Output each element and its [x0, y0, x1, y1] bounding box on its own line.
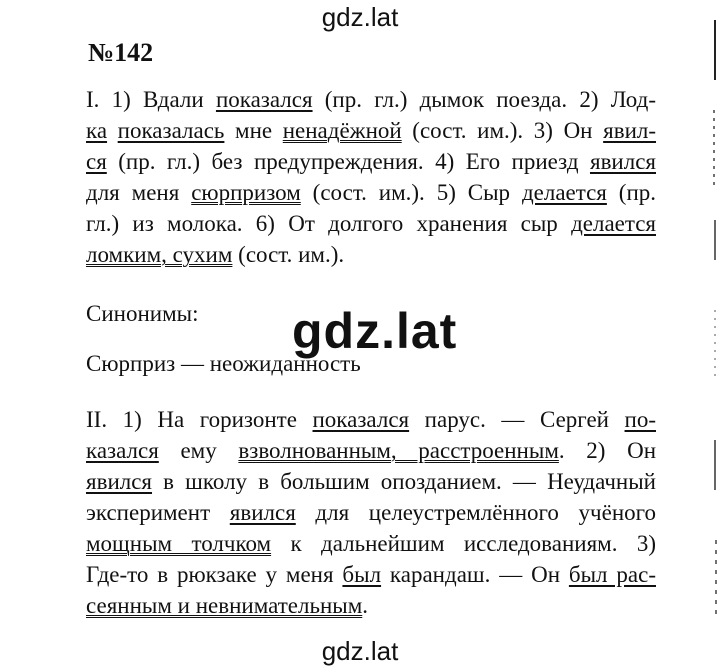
predicate-complement-underlined: ломким, сухим: [86, 242, 233, 267]
part1-line: гл.) из молока. 6) От долгого хранения сыр делается: [86, 211, 656, 236]
verb-underlined: показалась: [117, 118, 225, 143]
part2-line: мощным толчком к дальнейшим исследованиям. 3): [86, 531, 656, 556]
synonyms-line: [86, 348, 656, 379]
part1-line: ся (пр. гл.) без предупреждения. 4) Его приезд явился: [86, 149, 656, 174]
verb-underlined: явился: [86, 469, 153, 494]
part2-line: казался ему взволнованным, расстроенным. 2) Он: [86, 438, 657, 463]
part1-line: для меня сюрпризом (сост. им.). 5) Сыр делается (пр.: [86, 180, 657, 205]
predicate-complement-underlined: сеянным и невнимательным: [86, 593, 363, 618]
synonyms-line-text: Сюрприз — неожиданность: [86, 351, 361, 376]
part1-line: ломким, сухим (сост. им.).: [86, 242, 345, 267]
verb-underlined: ся: [86, 149, 107, 174]
verb-underlined: явил-: [603, 118, 657, 143]
watermark-top: gdz.lat: [321, 2, 399, 32]
verb-underlined: делается: [521, 180, 607, 205]
synonyms-label-text: Синонимы:: [86, 301, 199, 326]
watermark-bottom: gdz.lat: [321, 636, 399, 666]
part2-line: Где-то в рюкзаке у меня был карандаш. — Он был рас-: [86, 562, 656, 587]
part2-line: сеянным и невнимательным.: [86, 593, 369, 618]
verb-underlined: был рас-: [568, 562, 656, 587]
verb-underlined: показался: [215, 87, 313, 112]
predicate-complement-underlined: мощным толчком: [86, 531, 272, 556]
part2-line: эксперимент явился для целеустремлённого учёного: [86, 500, 656, 525]
verb-underlined: делается: [571, 211, 656, 236]
verb-underlined: был: [342, 562, 382, 587]
part1-line: ка показалась мне ненадёжной (сост. им.). 3) Он явил-: [86, 118, 657, 143]
watermark-middle: gdz.lat: [292, 303, 458, 359]
part2-paragraph: [86, 404, 656, 621]
predicate-complement-underlined: взволнованным, расстроенным: [238, 438, 559, 463]
verb-underlined: явился: [589, 149, 656, 174]
verb-underlined: ка: [86, 118, 108, 143]
verb-underlined: по-: [624, 407, 656, 432]
predicate-complement-underlined: сюрпризом: [191, 180, 301, 205]
verb-underlined: показался: [312, 407, 410, 432]
part1-line: I. 1) Вдали показался (пр. гл.) дымок поезда. 2) Лод-: [86, 87, 656, 112]
part1-paragraph: [86, 84, 656, 270]
part2-line: явился в школу в большим опозданием. — Неудачный: [86, 469, 656, 494]
scan-edge-decoration: [710, 20, 720, 645]
part2-line: II. 1) На горизонте показался парус. — Сергей по-: [86, 407, 656, 432]
verb-underlined: явился: [229, 500, 296, 525]
exercise-number: №142: [88, 38, 154, 67]
verb-underlined: казался: [86, 438, 159, 463]
predicate-complement-underlined: ненадёжной: [282, 118, 402, 143]
